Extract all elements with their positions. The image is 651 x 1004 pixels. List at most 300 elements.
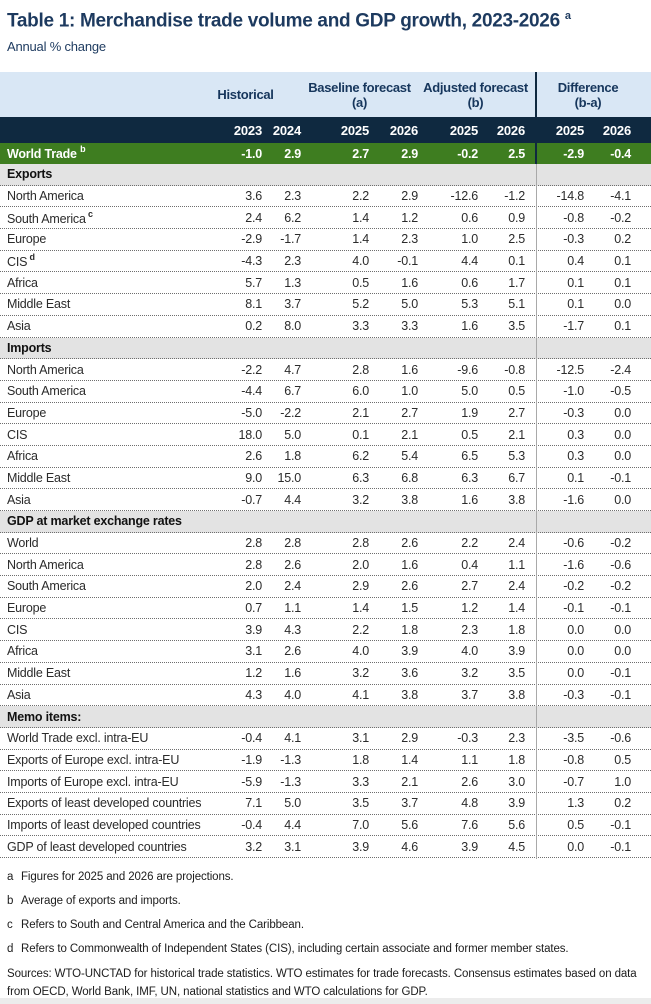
- value-cell: 4.0: [461, 644, 478, 659]
- value-cell: 2.5: [508, 232, 525, 247]
- row-label: North America: [7, 557, 84, 572]
- value-cell: 1.1: [461, 752, 478, 767]
- value-cell: -2.2: [241, 362, 262, 377]
- footnote-marker: c: [7, 919, 13, 931]
- row-label: Imports of Europe excl. intra-EU: [7, 774, 179, 789]
- value-cell: 2.6: [401, 536, 418, 551]
- value-cell: -1.0: [563, 384, 584, 399]
- value-cell: 6.2: [284, 210, 301, 225]
- value-cell: 1.5: [401, 601, 418, 616]
- value-cell: 1.9: [461, 405, 478, 420]
- value-cell: 0.3: [567, 449, 584, 464]
- value-cell: -0.7: [241, 492, 262, 507]
- row-label: North America: [7, 189, 84, 204]
- row-label: Asia: [7, 319, 31, 334]
- value-cell: 4.0: [352, 254, 369, 269]
- group-label: Baseline forecast: [308, 79, 411, 95]
- row-label: Europe: [7, 232, 47, 247]
- value-cell: -0.8: [563, 752, 584, 767]
- value-cell: -0.1: [610, 687, 631, 702]
- value-cell: 0.5: [567, 817, 584, 832]
- value-cell: -0.1: [610, 817, 631, 832]
- row-label: Africa: [7, 644, 38, 659]
- value-cell: 2.3: [508, 731, 525, 746]
- value-cell: 3.5: [508, 319, 525, 334]
- value-cell: -12.6: [450, 189, 478, 204]
- table-row-europe: [0, 598, 651, 620]
- value-cell: 1.6: [401, 557, 418, 572]
- value-cell: -0.1: [397, 254, 418, 269]
- row-label: CIS: [7, 427, 28, 442]
- value-cell: 1.4: [352, 210, 369, 225]
- value-cell: 5.7: [245, 275, 262, 290]
- value-cell: -0.2: [610, 210, 631, 225]
- value-cell: -0.4: [241, 817, 262, 832]
- value-cell: -1.6: [563, 492, 584, 507]
- row-label: Asia: [7, 687, 31, 702]
- value-cell: 2.0: [352, 557, 369, 572]
- value-cell: 8.1: [245, 297, 262, 312]
- value-cell: -0.2: [563, 579, 584, 594]
- value-cell: 1.6: [401, 275, 418, 290]
- value-cell: 2.6: [284, 557, 301, 572]
- value-cell: 0.6: [461, 210, 478, 225]
- value-cell: 2.4: [508, 579, 525, 594]
- value-cell: -2.4: [610, 362, 631, 377]
- value-cell: 1.4: [352, 232, 369, 247]
- row-label: World Trade excl. intra-EU: [7, 731, 149, 746]
- footnote-a: [7, 870, 645, 884]
- value-cell: 6.7: [284, 384, 301, 399]
- table-row-exports-of-least-developed-countries: [0, 793, 651, 815]
- value-cell: 1.4: [401, 752, 418, 767]
- value-cell: -0.8: [563, 210, 584, 225]
- value-cell: 1.0: [614, 774, 631, 789]
- value-cell: -1.3: [280, 774, 301, 789]
- value-cell: -0.1: [563, 601, 584, 616]
- value-cell: 0.1: [567, 297, 584, 312]
- value-cell: 2.8: [284, 536, 301, 551]
- table-row-cis: [0, 424, 651, 446]
- table-row-imports-of-least-developed-countries: [0, 815, 651, 837]
- table-row-south-america: [0, 207, 651, 229]
- year-header-row: [0, 117, 651, 143]
- value-cell: 0.0: [614, 405, 631, 420]
- value-cell: 3.2: [352, 666, 369, 681]
- row-label: World: [7, 536, 39, 551]
- value-cell: 1.7: [508, 275, 525, 290]
- row-label: Europe: [7, 601, 47, 616]
- footnote-d: [7, 942, 645, 956]
- footnote-marker: b: [7, 895, 14, 907]
- value-cell: 3.1: [352, 731, 369, 746]
- value-cell: 2.3: [284, 189, 301, 204]
- value-cell: 4.0: [284, 687, 301, 702]
- column-group-difference: [536, 72, 640, 117]
- value-cell: -0.1: [610, 470, 631, 485]
- value-cell: 0.0: [614, 644, 631, 659]
- value-cell: 0.0: [614, 297, 631, 312]
- value-cell: 0.1: [567, 470, 584, 485]
- section-header-label: Imports: [7, 340, 52, 355]
- value-cell: -0.2: [610, 536, 631, 551]
- value-cell: 5.6: [508, 817, 525, 832]
- table-row-world-trade-excl-intra-eu: [0, 728, 651, 750]
- column-header-adjusted-2026: 2026: [496, 122, 525, 138]
- table-row-asia: [0, 489, 651, 511]
- footnote-text: Average of exports and imports.: [21, 895, 181, 907]
- value-cell: 2.0: [245, 579, 262, 594]
- value-cell: 2.4: [508, 536, 525, 551]
- value-cell: 0.3: [567, 427, 584, 442]
- value-cell: 3.5: [352, 796, 369, 811]
- value-cell: 5.0: [284, 796, 301, 811]
- value-cell: 2.7: [401, 405, 418, 420]
- value-cell: 0.4: [461, 557, 478, 572]
- value-cell: 5.2: [352, 297, 369, 312]
- table-row-imports-of-europe-excl-intra-eu: [0, 771, 651, 793]
- column-header-baseline-2025: 2025: [340, 122, 369, 138]
- value-cell: 3.9: [352, 839, 369, 854]
- value-cell: -4.3: [241, 254, 262, 269]
- world-trade-value: -2.9: [563, 146, 584, 161]
- value-cell: -1.7: [280, 232, 301, 247]
- value-cell: 1.4: [508, 601, 525, 616]
- value-cell: 3.0: [508, 774, 525, 789]
- value-cell: 6.3: [461, 470, 478, 485]
- value-cell: 3.3: [352, 774, 369, 789]
- value-cell: -5.9: [241, 774, 262, 789]
- column-header-baseline-2026: 2026: [389, 122, 418, 138]
- value-cell: 2.1: [401, 774, 418, 789]
- row-label: Middle East: [7, 470, 71, 485]
- value-cell: 0.1: [614, 319, 631, 334]
- value-cell: 3.9: [245, 622, 262, 637]
- value-cell: -0.3: [563, 687, 584, 702]
- table-body: [0, 164, 651, 858]
- value-cell: 0.0: [614, 622, 631, 637]
- row-footnote-marker: b: [80, 144, 86, 155]
- value-cell: 2.6: [461, 774, 478, 789]
- value-cell: 0.1: [614, 254, 631, 269]
- value-cell: 4.1: [352, 687, 369, 702]
- value-cell: 2.8: [352, 362, 369, 377]
- world-trade-row: [0, 143, 651, 164]
- value-cell: 3.8: [401, 492, 418, 507]
- column-divider-body: [536, 164, 537, 859]
- value-cell: 3.2: [461, 666, 478, 681]
- value-cell: 0.1: [352, 427, 369, 442]
- value-cell: 0.0: [614, 427, 631, 442]
- value-cell: 0.5: [614, 752, 631, 767]
- value-cell: 2.8: [245, 536, 262, 551]
- value-cell: 0.5: [508, 384, 525, 399]
- value-cell: 9.0: [245, 470, 262, 485]
- row-label: North America: [7, 362, 84, 377]
- value-cell: 4.1: [284, 731, 301, 746]
- group-label: Difference: [557, 79, 619, 95]
- table-row-africa: [0, 446, 651, 468]
- value-cell: 2.1: [352, 405, 369, 420]
- table-row-asia: [0, 685, 651, 707]
- value-cell: 3.9: [508, 796, 525, 811]
- world-trade-value: 2.9: [284, 146, 301, 161]
- value-cell: 2.7: [508, 405, 525, 420]
- data-table: [0, 72, 651, 858]
- value-cell: 2.6: [401, 579, 418, 594]
- value-cell: 2.8: [245, 557, 262, 572]
- value-cell: 1.0: [401, 384, 418, 399]
- table-row-south-america: [0, 381, 651, 403]
- table-row-cis: [0, 251, 651, 273]
- value-cell: 2.9: [401, 731, 418, 746]
- value-cell: 3.2: [352, 492, 369, 507]
- value-cell: 1.8: [401, 622, 418, 637]
- table-row-asia: [0, 316, 651, 338]
- value-cell: 0.5: [461, 427, 478, 442]
- value-cell: 0.0: [614, 449, 631, 464]
- value-cell: 6.8: [401, 470, 418, 485]
- value-cell: 3.9: [401, 644, 418, 659]
- footnote-text: Refers to South and Central America and the Caribbean.: [21, 919, 304, 931]
- group-sublabel: (b): [467, 94, 484, 110]
- column-header-difference-2026: 2026: [602, 122, 631, 138]
- value-cell: 3.1: [245, 644, 262, 659]
- table-row-north-america: [0, 186, 651, 208]
- value-cell: 3.8: [508, 492, 525, 507]
- table-title-text: Table 1: Merchandise trade volume and GDP growth, 2023-2026: [7, 10, 560, 32]
- value-cell: 4.4: [284, 817, 301, 832]
- value-cell: 5.3: [508, 449, 525, 464]
- value-cell: 1.3: [284, 275, 301, 290]
- value-cell: 2.1: [508, 427, 525, 442]
- column-header-2023: 2023: [233, 122, 262, 138]
- column-group-adjusted-forecast: [416, 72, 535, 117]
- value-cell: 3.9: [461, 839, 478, 854]
- table-row-europe: [0, 403, 651, 425]
- value-cell: 2.2: [352, 622, 369, 637]
- value-cell: 1.2: [245, 666, 262, 681]
- value-cell: 2.3: [401, 232, 418, 247]
- value-cell: 1.6: [284, 666, 301, 681]
- value-cell: 6.0: [352, 384, 369, 399]
- value-cell: -4.4: [241, 384, 262, 399]
- value-cell: -1.3: [280, 752, 301, 767]
- row-label: Exports of least developed countries: [7, 796, 202, 811]
- row-label-text: World Trade: [7, 147, 77, 162]
- value-cell: 2.2: [461, 536, 478, 551]
- value-cell: 1.4: [352, 601, 369, 616]
- value-cell: 7.6: [461, 817, 478, 832]
- footnote-marker: d: [7, 943, 14, 955]
- value-cell: -0.7: [563, 774, 584, 789]
- value-cell: 1.8: [284, 449, 301, 464]
- value-cell: 2.3: [461, 622, 478, 637]
- footnote-text: Figures for 2025 and 2026 are projections.: [21, 871, 234, 883]
- value-cell: -1.6: [563, 557, 584, 572]
- value-cell: 2.6: [245, 449, 262, 464]
- footnotes: [7, 870, 645, 1001]
- value-cell: 4.3: [245, 687, 262, 702]
- section-header-exports: [0, 164, 651, 186]
- row-label: South America: [7, 579, 86, 594]
- row-label: Africa: [7, 275, 38, 290]
- value-cell: 0.6: [461, 275, 478, 290]
- value-cell: 6.7: [508, 470, 525, 485]
- row-label: Exports of Europe excl. intra-EU: [7, 752, 180, 767]
- value-cell: -0.6: [610, 731, 631, 746]
- section-header-memo-items: [0, 706, 651, 728]
- column-group-header-row: [0, 72, 651, 117]
- table-row-middle-east: [0, 294, 651, 316]
- value-cell: -12.5: [556, 362, 584, 377]
- value-cell: 4.4: [461, 254, 478, 269]
- value-cell: 0.0: [567, 622, 584, 637]
- value-cell: 7.0: [352, 817, 369, 832]
- value-cell: 0.7: [245, 601, 262, 616]
- world-trade-value: 2.9: [401, 146, 418, 161]
- table-row-world: [0, 533, 651, 555]
- value-cell: 7.1: [245, 796, 262, 811]
- row-label: GDP of least developed countries: [7, 839, 187, 854]
- value-cell: 4.7: [284, 362, 301, 377]
- value-cell: 4.0: [352, 644, 369, 659]
- value-cell: 3.8: [401, 687, 418, 702]
- value-cell: 4.3: [284, 622, 301, 637]
- value-cell: 0.0: [567, 666, 584, 681]
- table-row-africa: [0, 641, 651, 663]
- row-footnote-marker: d: [27, 252, 35, 263]
- value-cell: 0.0: [567, 839, 584, 854]
- title-footnote-marker: a: [564, 10, 571, 22]
- value-cell: 2.7: [461, 579, 478, 594]
- row-label: Europe: [7, 405, 47, 420]
- value-cell: -0.8: [504, 362, 525, 377]
- value-cell: 2.4: [284, 579, 301, 594]
- value-cell: 2.6: [284, 644, 301, 659]
- value-cell: 3.6: [245, 189, 262, 204]
- value-cell: -0.3: [563, 232, 584, 247]
- row-label: South America $^c$: [7, 208, 93, 226]
- world-trade-value: -1.0: [241, 146, 262, 161]
- table-row-middle-east: [0, 663, 651, 685]
- value-cell: 1.6: [461, 492, 478, 507]
- value-cell: 1.0: [461, 232, 478, 247]
- value-cell: 3.9: [508, 644, 525, 659]
- column-group-baseline-forecast: [301, 72, 418, 117]
- section-header-label: GDP at market exchange rates: [7, 514, 182, 529]
- value-cell: -2.9: [241, 232, 262, 247]
- value-cell: 5.4: [401, 449, 418, 464]
- table-title: [7, 4, 651, 33]
- value-cell: 3.2: [245, 839, 262, 854]
- value-cell: 3.7: [461, 687, 478, 702]
- world-trade-value: 2.7: [352, 146, 369, 161]
- value-cell: 2.3: [284, 254, 301, 269]
- value-cell: 5.0: [401, 297, 418, 312]
- row-label: Asia: [7, 492, 31, 507]
- value-cell: 1.3: [567, 796, 584, 811]
- value-cell: 3.7: [401, 796, 418, 811]
- value-cell: 0.0: [614, 492, 631, 507]
- value-cell: -4.1: [610, 189, 631, 204]
- column-header-adjusted-2025: 2025: [449, 122, 478, 138]
- value-cell: -1.9: [241, 752, 262, 767]
- value-cell: 2.9: [401, 189, 418, 204]
- value-cell: 0.2: [245, 319, 262, 334]
- value-cell: 0.1: [567, 275, 584, 290]
- value-cell: -0.6: [610, 557, 631, 572]
- value-cell: 1.1: [284, 601, 301, 616]
- value-cell: 2.8: [352, 536, 369, 551]
- group-label: Adjusted forecast: [423, 79, 528, 95]
- page-bottom-strip: [0, 998, 651, 1004]
- world-trade-value: -0.4: [610, 146, 631, 161]
- value-cell: -9.6: [457, 362, 478, 377]
- column-header-2024: 2024: [272, 122, 301, 138]
- value-cell: 1.8: [352, 752, 369, 767]
- value-cell: -1.2: [504, 189, 525, 204]
- value-cell: 3.3: [401, 319, 418, 334]
- table-row-gdp-of-least-developed-countries: [0, 836, 651, 858]
- value-cell: 0.1: [508, 254, 525, 269]
- group-sublabel: (b-a): [574, 94, 602, 110]
- value-cell: 0.9: [508, 210, 525, 225]
- section-header-gdp-at-market-exchange-rates: [0, 511, 651, 533]
- value-cell: 2.4: [245, 210, 262, 225]
- section-header-label: Memo items:: [7, 709, 82, 724]
- table-row-africa: [0, 272, 651, 294]
- value-cell: 1.6: [461, 319, 478, 334]
- sources-note: Sources: WTO-UNCTAD for historical trade statistics. WTO estimates for trade forecasts. Consensus estimates based on data from OECD, World Bank, IMF, UN, national statistics and WTO calculations for GDP.: [7, 968, 637, 998]
- table-row-exports-of-europe-excl-intra-eu: [0, 750, 651, 772]
- footnote-b: [7, 894, 645, 908]
- row-footnote-marker: c: [85, 208, 93, 219]
- value-cell: -5.0: [241, 405, 262, 420]
- value-cell: 0.2: [614, 232, 631, 247]
- world-trade-value: -0.2: [457, 146, 478, 161]
- value-cell: -0.6: [563, 536, 584, 551]
- table-row-cis: [0, 619, 651, 641]
- value-cell: 4.4: [284, 492, 301, 507]
- value-cell: -1.7: [563, 319, 584, 334]
- value-cell: 1.8: [508, 622, 525, 637]
- value-cell: 5.0: [284, 427, 301, 442]
- value-cell: 2.1: [401, 427, 418, 442]
- value-cell: 4.8: [461, 796, 478, 811]
- group-sublabel: (a): [352, 94, 367, 110]
- footnote-marker: a: [7, 871, 14, 883]
- row-label: Imports of least developed countries: [7, 817, 201, 832]
- table-row-north-america: [0, 359, 651, 381]
- value-cell: 6.3: [352, 470, 369, 485]
- value-cell: 3.3: [352, 319, 369, 334]
- value-cell: 1.1: [508, 557, 525, 572]
- value-cell: 1.2: [401, 210, 418, 225]
- value-cell: 0.2: [614, 796, 631, 811]
- value-cell: 15.0: [277, 470, 301, 485]
- value-cell: 3.7: [284, 297, 301, 312]
- value-cell: 0.4: [567, 254, 584, 269]
- section-header-label: Exports: [7, 167, 53, 182]
- value-cell: 0.5: [352, 275, 369, 290]
- column-header-difference-2025: 2025: [555, 122, 584, 138]
- value-cell: 5.1: [508, 297, 525, 312]
- value-cell: 5.6: [401, 817, 418, 832]
- value-cell: 4.5: [508, 839, 525, 854]
- value-cell: -14.8: [556, 189, 584, 204]
- table-subtitle: Annual % change: [7, 39, 106, 55]
